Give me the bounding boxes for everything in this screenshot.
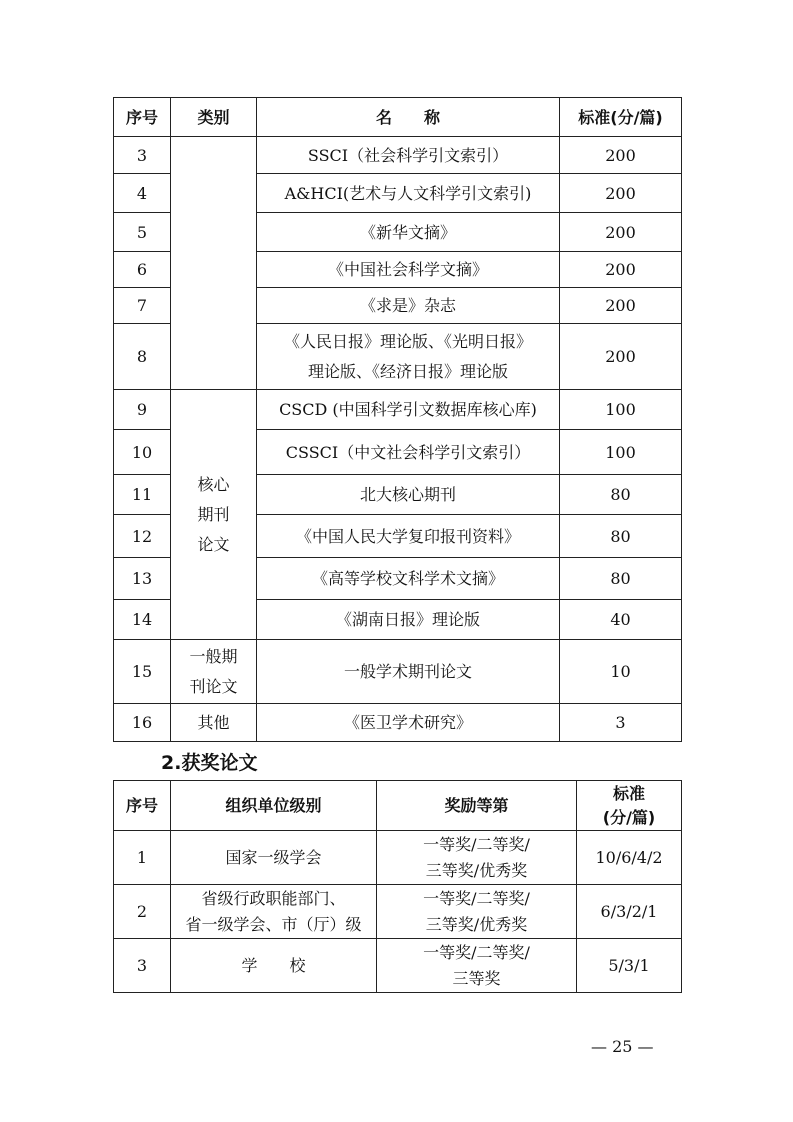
row-score: 80 xyxy=(560,515,682,558)
row-award xyxy=(377,831,577,885)
row-org: 国家一级学会 xyxy=(171,831,377,885)
row-no: 10 xyxy=(114,430,171,475)
row-name: SSCI（社会科学引文索引） xyxy=(257,137,560,174)
award-line: 一等奖/二等奖/ xyxy=(423,888,530,908)
table-row xyxy=(114,640,682,704)
row-score: 200 xyxy=(560,252,682,288)
category-core-journal xyxy=(171,390,257,640)
category-line: 刊论文 xyxy=(189,676,238,696)
category-line: 核心 xyxy=(197,474,230,494)
row-score: 200 xyxy=(560,324,682,390)
row-score: 100 xyxy=(560,430,682,475)
table-header-row xyxy=(114,98,682,137)
award-line: 三等奖/优秀奖 xyxy=(425,914,528,934)
row-no: 6 xyxy=(114,252,171,288)
row-score: 6/3/2/1 xyxy=(577,885,682,939)
row-score: 200 xyxy=(560,137,682,174)
row-no: 7 xyxy=(114,288,171,324)
row-no: 8 xyxy=(114,324,171,390)
score-standard-table xyxy=(113,97,682,742)
row-score: 5/3/1 xyxy=(577,939,682,993)
row-name: 《湖南日报》理论版 xyxy=(257,600,560,640)
header-category: 类别 xyxy=(171,98,257,137)
row-no: 12 xyxy=(114,515,171,558)
row-org: 学 校 xyxy=(171,939,377,993)
row-award xyxy=(377,939,577,993)
row-score: 80 xyxy=(560,558,682,600)
org-line: 省级行政职能部门、 xyxy=(201,888,346,908)
row-name-line: 理论版、《经济日报》理论版 xyxy=(307,361,508,381)
row-no: 2 xyxy=(114,885,171,939)
table-row xyxy=(114,704,682,742)
row-name: 《求是》杂志 xyxy=(257,288,560,324)
header-no: 序号 xyxy=(114,781,171,831)
table-row xyxy=(114,831,682,885)
row-no: 14 xyxy=(114,600,171,640)
header-score xyxy=(577,781,682,831)
row-score: 10/6/4/2 xyxy=(577,831,682,885)
row-name: 《新华文摘》 xyxy=(257,213,560,252)
header-line: (分/篇) xyxy=(602,807,656,827)
page-number: — 25 — xyxy=(591,1037,654,1056)
category-cell-empty xyxy=(171,137,257,390)
award-line: 三等奖 xyxy=(452,968,501,988)
table-header-row xyxy=(114,781,682,831)
table-row xyxy=(114,390,682,430)
header-line: 标准 xyxy=(612,783,645,803)
row-no: 3 xyxy=(114,939,171,993)
row-name: 《中国人民大学复印报刊资料》 xyxy=(257,515,560,558)
row-name: CSCD (中国科学引文数据库核心库) xyxy=(257,390,560,430)
row-score: 200 xyxy=(560,213,682,252)
row-score: 200 xyxy=(560,174,682,213)
row-name: 《高等学校文科学术文摘》 xyxy=(257,558,560,600)
section-title: 2.获奖论文 xyxy=(161,752,258,774)
row-no: 9 xyxy=(114,390,171,430)
row-name: 《中国社会科学文摘》 xyxy=(257,252,560,288)
row-score: 100 xyxy=(560,390,682,430)
row-award xyxy=(377,885,577,939)
category-line: 论文 xyxy=(197,534,230,554)
row-score: 10 xyxy=(560,640,682,704)
award-line: 一等奖/二等奖/ xyxy=(423,942,530,962)
row-score: 3 xyxy=(560,704,682,742)
table-row xyxy=(114,939,682,993)
row-no: 5 xyxy=(114,213,171,252)
header-no: 序号 xyxy=(114,98,171,137)
row-name: A&HCI(艺术与人文科学引文索引) xyxy=(257,174,560,213)
row-score: 200 xyxy=(560,288,682,324)
category-line: 一般期 xyxy=(189,646,238,666)
table-row xyxy=(114,137,682,174)
header-org-level: 组织单位级别 xyxy=(171,781,377,831)
row-name xyxy=(257,324,560,390)
row-org xyxy=(171,885,377,939)
row-name: 北大核心期刊 xyxy=(257,475,560,515)
row-name: CSSCI（中文社会科学引文索引） xyxy=(257,430,560,475)
header-award-grade: 奖励等第 xyxy=(377,781,577,831)
row-no: 11 xyxy=(114,475,171,515)
row-no: 15 xyxy=(114,640,171,704)
row-no: 3 xyxy=(114,137,171,174)
header-name: 名 称 xyxy=(257,98,560,137)
org-line: 省一级学会、市（厅）级 xyxy=(185,914,362,934)
row-no: 16 xyxy=(114,704,171,742)
category-line: 期刊 xyxy=(197,504,230,524)
row-no: 4 xyxy=(114,174,171,213)
table-row xyxy=(114,885,682,939)
row-score: 80 xyxy=(560,475,682,515)
award-paper-table xyxy=(113,780,682,993)
header-score: 标准(分/篇) xyxy=(560,98,682,137)
row-score: 40 xyxy=(560,600,682,640)
category-other: 其他 xyxy=(171,704,257,742)
award-line: 三等奖/优秀奖 xyxy=(425,860,528,880)
row-name: 一般学术期刊论文 xyxy=(257,640,560,704)
row-name: 《医卫学术研究》 xyxy=(257,704,560,742)
row-name-line: 《人民日报》理论版、《光明日报》 xyxy=(283,331,532,351)
category-general-journal xyxy=(171,640,257,704)
row-no: 13 xyxy=(114,558,171,600)
row-no: 1 xyxy=(114,831,171,885)
award-line: 一等奖/二等奖/ xyxy=(423,834,530,854)
